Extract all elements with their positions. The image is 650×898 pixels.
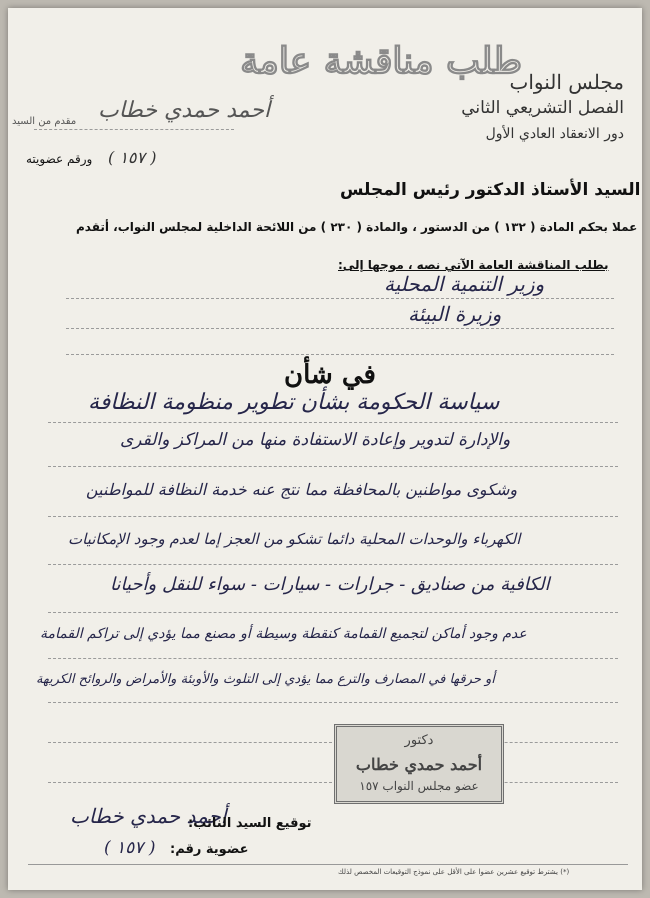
membership-label: ورقم عضويته	[26, 152, 93, 166]
form-title: طلب مناقشة عامة	[240, 40, 522, 82]
body-line-2: والإدارة لتدوير وإعادة الاستفادة منها من المراكز والقرى	[120, 430, 511, 450]
body-line-3: وشكوى مواطنين بالمحافظة مما نتج عنه خدمة النظافة للمواطنين	[86, 480, 518, 499]
header-parliament: مجلس النواب	[509, 70, 624, 94]
body-line-1: سياسة الحكومة بشأن تطوير منظومة النظافة	[88, 390, 500, 415]
ruled-line-8	[48, 742, 618, 743]
subject-heading: في شأن	[284, 360, 376, 390]
stamp-line-3: عضو مجلس النواب ١٥٧	[359, 779, 479, 793]
ruled-line-9	[48, 782, 618, 783]
signature-label: توقيع السيد النائب:	[188, 816, 312, 831]
body-line-7: أو حرقها في المصارف والترع مما يؤدي إلى التلوث والأوبئة والأمراض والروائح الكريهة	[36, 672, 495, 687]
signature-value: أحمد حمدي خطاب	[70, 804, 227, 828]
applicant-dotted-line	[34, 129, 234, 130]
addressee-line-3	[66, 354, 614, 355]
applicant-label: مقدم من السيد	[12, 116, 77, 127]
ruled-line-1	[48, 422, 618, 423]
body-line-6: عدم وجود أماكن لتجميع القمامة كنقطة وسيطة أو مصنع مما يؤدي إلى تراكم القمامة	[40, 626, 527, 642]
request-intro: بطلب المناقشة العامة الآتي نصه ، موجها إلى:	[338, 258, 609, 272]
ruled-line-3	[48, 516, 618, 517]
ruled-line-2	[48, 466, 618, 467]
signature-membership-label: عضوية رقم:	[170, 842, 249, 857]
applicant-name: أحمد حمدي خطاب	[98, 98, 271, 123]
signature-membership-value: ( ١٥٧ )	[104, 838, 156, 858]
footer-rule	[28, 864, 628, 865]
stamp-line-1: دكتور	[404, 733, 434, 748]
ruled-line-5	[48, 612, 618, 613]
body-line-4: الكهرباء والوحدات المحلية دائما تشكو من العجز إما لعدم وجود الإمكانيات	[68, 530, 521, 548]
legal-basis: عملا بحكم المادة ( ١٣٢ ) من الدستور ، والمادة ( ٢٣٠ ) من اللائحة الداخلية لمجلس النواب، أتقدم	[76, 220, 638, 234]
official-stamp	[334, 724, 504, 804]
header-session: دور الانعقاد العادي الأول	[485, 126, 624, 142]
stamp-line-2: أحمد حمدي خطاب	[355, 755, 483, 774]
addressee-line-2	[66, 328, 614, 329]
addressee-1: وزير التنمية المحلية	[384, 272, 545, 296]
footnote: (*) يشترط توقيع عشرين عضوا على الأقل على نموذج التوقيعات المخصص لذلك	[338, 868, 570, 876]
ruled-line-7	[48, 702, 618, 703]
document-page	[8, 8, 642, 890]
membership-number: ( ١٥٧ )	[108, 148, 157, 167]
addressee-2: وزيرة البيئة	[408, 302, 502, 326]
header-term: الفصل التشريعي الثاني	[461, 98, 624, 118]
salutation: السيد الأستاذ الدكتور رئيس المجلس	[340, 180, 641, 200]
addressee-line-1	[66, 298, 614, 299]
ruled-line-4	[48, 564, 618, 565]
body-line-5: الكافية من صناديق - جرارات - سيارات - سواء للنقل وأحيانا	[110, 574, 550, 595]
ruled-line-6	[48, 658, 618, 659]
